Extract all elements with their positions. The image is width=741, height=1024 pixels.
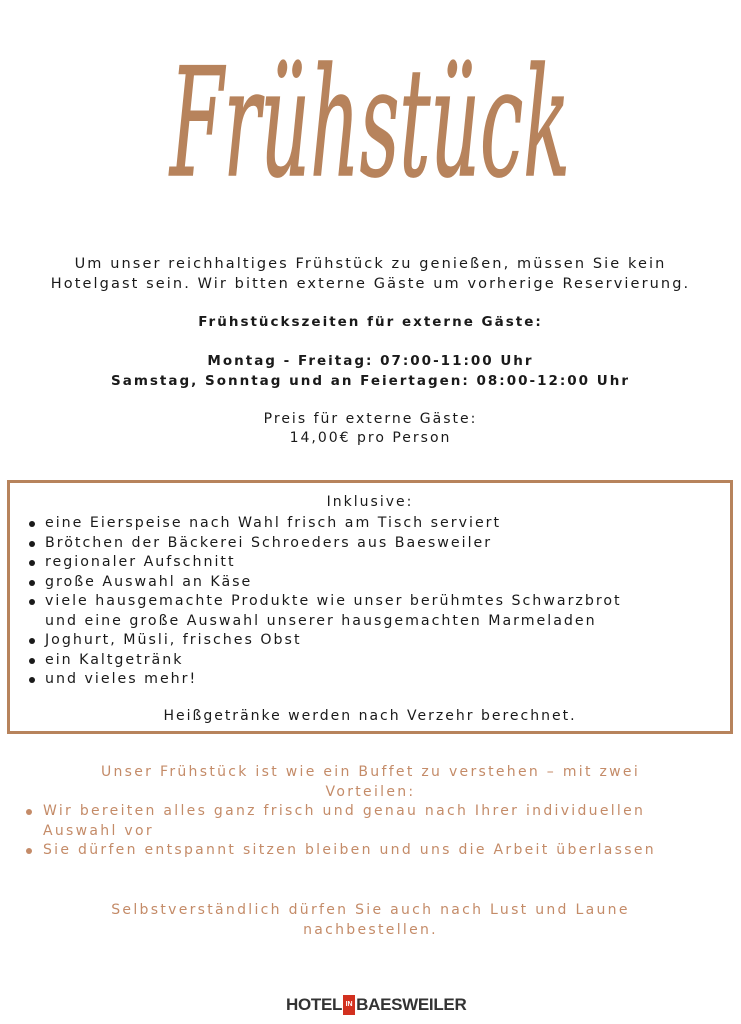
- hours-weekend: Samstag, Sonntag und an Feiertagen: 08:00-12:00 Uhr: [111, 373, 630, 389]
- buffet-section: [0, 763, 741, 861]
- list-item: ein Kaltgetränk: [28, 651, 622, 671]
- list-item-line-2: und eine große Auswahl unserer hausgemachten Marmeladen: [45, 612, 597, 629]
- hours-weekdays: Montag - Freitag: 07:00-11:00 Uhr: [207, 353, 534, 369]
- page-title: [0, 0, 741, 240]
- hotel-logo: [286, 993, 466, 1017]
- hours-heading: Frühstückszeiten für externe Gäste:: [198, 314, 543, 330]
- list-item: regionaler Aufschnitt: [28, 553, 622, 573]
- included-list: [28, 514, 622, 690]
- list-item: Wir bereiten alles ganz frisch und genau nach Ihrer individuellen Auswahl vor: [0, 802, 663, 841]
- list-item: und vieles mehr!: [28, 670, 622, 690]
- price-value: 14,00€ pro Person: [289, 430, 452, 446]
- list-item: große Auswahl an Käse: [28, 573, 622, 593]
- logo-badge: IN: [343, 995, 355, 1015]
- buffet-heading-line-2: Vorteilen:: [325, 783, 416, 800]
- opening-hours: [0, 351, 741, 391]
- intro-text: [0, 254, 741, 294]
- hot-drinks-note: Heißgetränke werden nach Verzehr berechnet.: [163, 708, 577, 724]
- list-item: Brötchen der Bäckerei Schroeders aus Baesweiler: [28, 534, 622, 554]
- price-info: [0, 410, 741, 448]
- list-item: [28, 592, 622, 631]
- reorder-line-2: nachbestellen.: [303, 922, 438, 938]
- included-box: [7, 480, 733, 734]
- reorder-line-1: Selbstverständlich dürfen Sie auch nach Lust und Laune: [111, 902, 630, 918]
- list-item: Joghurt, Müsli, frisches Obst: [28, 631, 622, 651]
- list-item: Sie dürfen entspannt sitzen bleiben und uns die Arbeit überlassen: [0, 841, 663, 861]
- buffet-heading: [0, 763, 741, 802]
- included-heading: Inklusive:: [326, 494, 414, 510]
- intro-line-2: Hotelgast sein. Wir bitten externe Gäste um vorherige Reservierung.: [50, 276, 691, 292]
- title-script-graphic: [0, 0, 741, 240]
- reorder-note: [0, 900, 741, 940]
- list-item: eine Eierspeise nach Wahl frisch am Tisch serviert: [28, 514, 622, 534]
- title-text: Frühstück: [168, 37, 570, 211]
- intro-line-1: Um unser reichhaltiges Frühstück zu genießen, müssen Sie kein: [74, 256, 667, 272]
- logo-text-hotel: HOTEL: [286, 995, 343, 1014]
- list-item-line-1: viele hausgemachte Produkte wie unser berühmtes Schwarzbrot: [45, 593, 622, 609]
- buffet-advantages: [0, 802, 741, 861]
- logo-text-baesweiler: BAESWEILER: [356, 995, 467, 1014]
- price-label: Preis für externe Gäste:: [263, 411, 478, 427]
- buffet-heading-line-1: Unser Frühstück ist wie ein Buffet zu verstehen – mit zwei: [100, 764, 641, 780]
